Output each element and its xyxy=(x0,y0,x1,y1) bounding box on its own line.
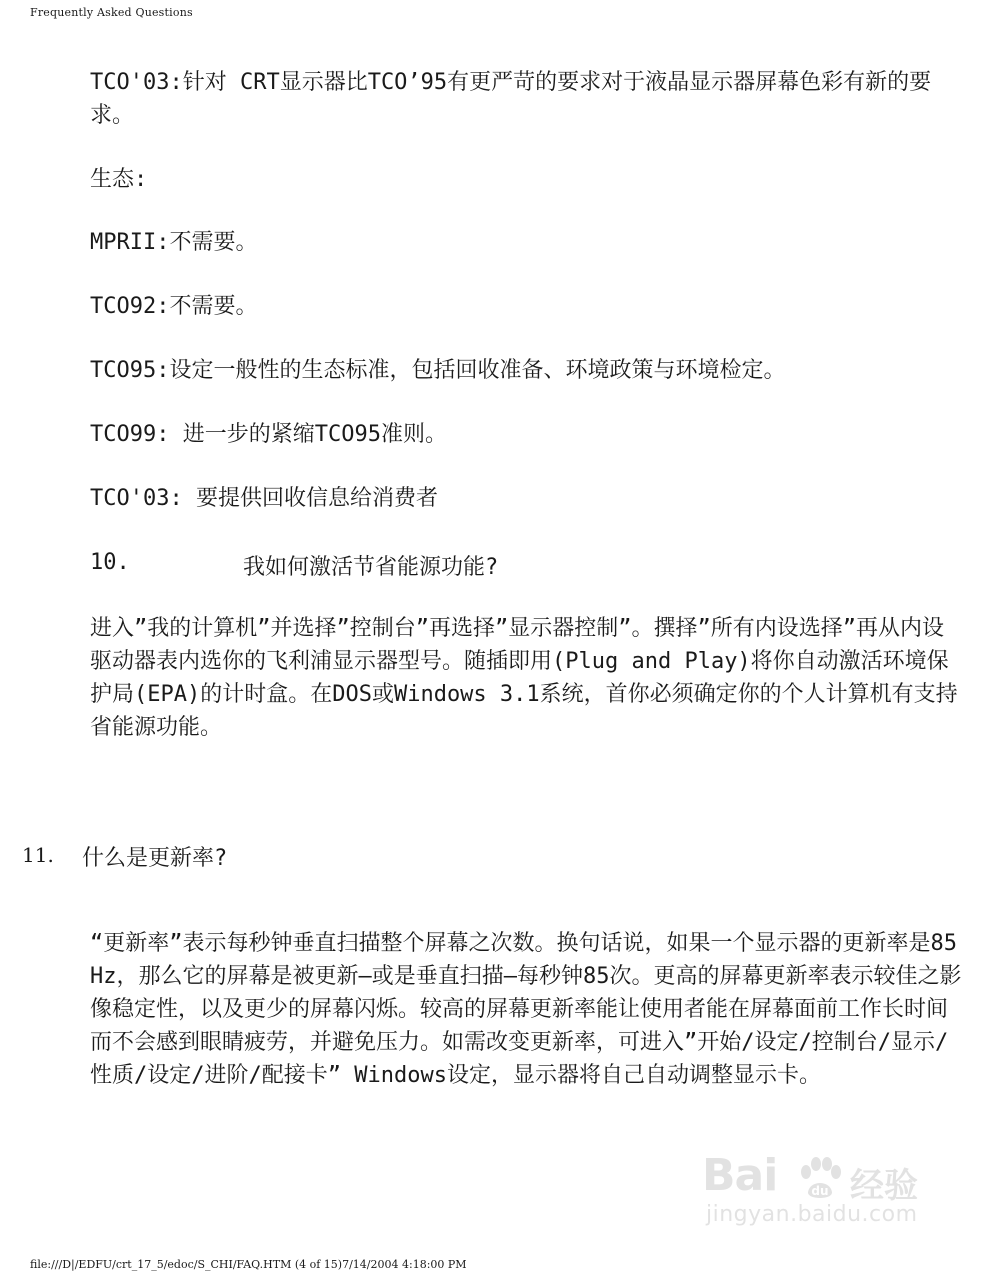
paw-icon xyxy=(796,1156,844,1208)
question-11-number: 11. xyxy=(22,843,54,867)
tco92-line: TCO92:不需要。 xyxy=(90,294,258,319)
tco03-crt-paragraph: TCO'03:针对 CRT显示器比TCO’95有更严苛的要求对于液晶显示器屏幕色彩有新的要求。 xyxy=(90,70,932,128)
watermark-url: jingyan.baidu.com xyxy=(706,1202,918,1227)
ecology-label: 生态: xyxy=(90,167,148,192)
page-footer: file:///D|/EDFU/crt_17_5/edoc/S_CHI/FAQ.HTM (4 of 15)7/14/2004 4:18:00 PM xyxy=(30,1258,467,1271)
mprii-line: MPRII:不需要。 xyxy=(90,230,258,255)
question-10-number: 10. xyxy=(90,550,130,575)
tco03-line: TCO'03: 要提供回收信息给消费者 xyxy=(90,486,438,511)
baidu-watermark xyxy=(700,1150,960,1240)
page-header: Frequently Asked Questions xyxy=(30,6,193,19)
watermark-brand-cn: 经验 xyxy=(850,1166,918,1206)
tco99-line: TCO99: 进一步的紧缩TCO95准则。 xyxy=(90,422,447,447)
svg-text:du: du xyxy=(811,1184,829,1198)
question-11-answer: “更新率”表示每秒钟垂直扫描整个屏幕之次数。换句话说，如果一个显示器的更新率是85 Hz，那么它的屏幕是被更新—或是垂直扫描—每秒钟85次。更高的屏幕更新率表示较佳之影像稳定性，以及更少的屏幕闪烁。较高的屏幕更新率能让使用者能在屏幕面前工作长时间而不会感到眼睛疲劳，并避免压力。如需改变更新率，可进入”开始/设定/控制台/显示/性质/设定/进阶/配接卡” Windows设定，显示器将自己自动调整显示卡。 xyxy=(90,931,962,1088)
question-10-title: 我如何激活节省能源功能? xyxy=(243,555,499,580)
tco95-line: TCO95:设定一般性的生态标准，包括回收准备、环境政策与环境检定。 xyxy=(90,358,786,383)
question-10-answer: 进入”我的计算机”并选择”控制台”再选择”显示器控制”。撰择”所有内设选择”再从内设驱动器表内选你的飞利浦显示器型号。随插即用(Plug and Play)将你自动激活环境保护局(EPA)的计时盒。在DOS或Windows 3.1系统，首你必须确定你的个人计算机有支持省能源功能。 xyxy=(90,616,958,740)
watermark-brand: Bai xyxy=(702,1150,778,1201)
question-11-title: 什么是更新率? xyxy=(82,846,228,871)
